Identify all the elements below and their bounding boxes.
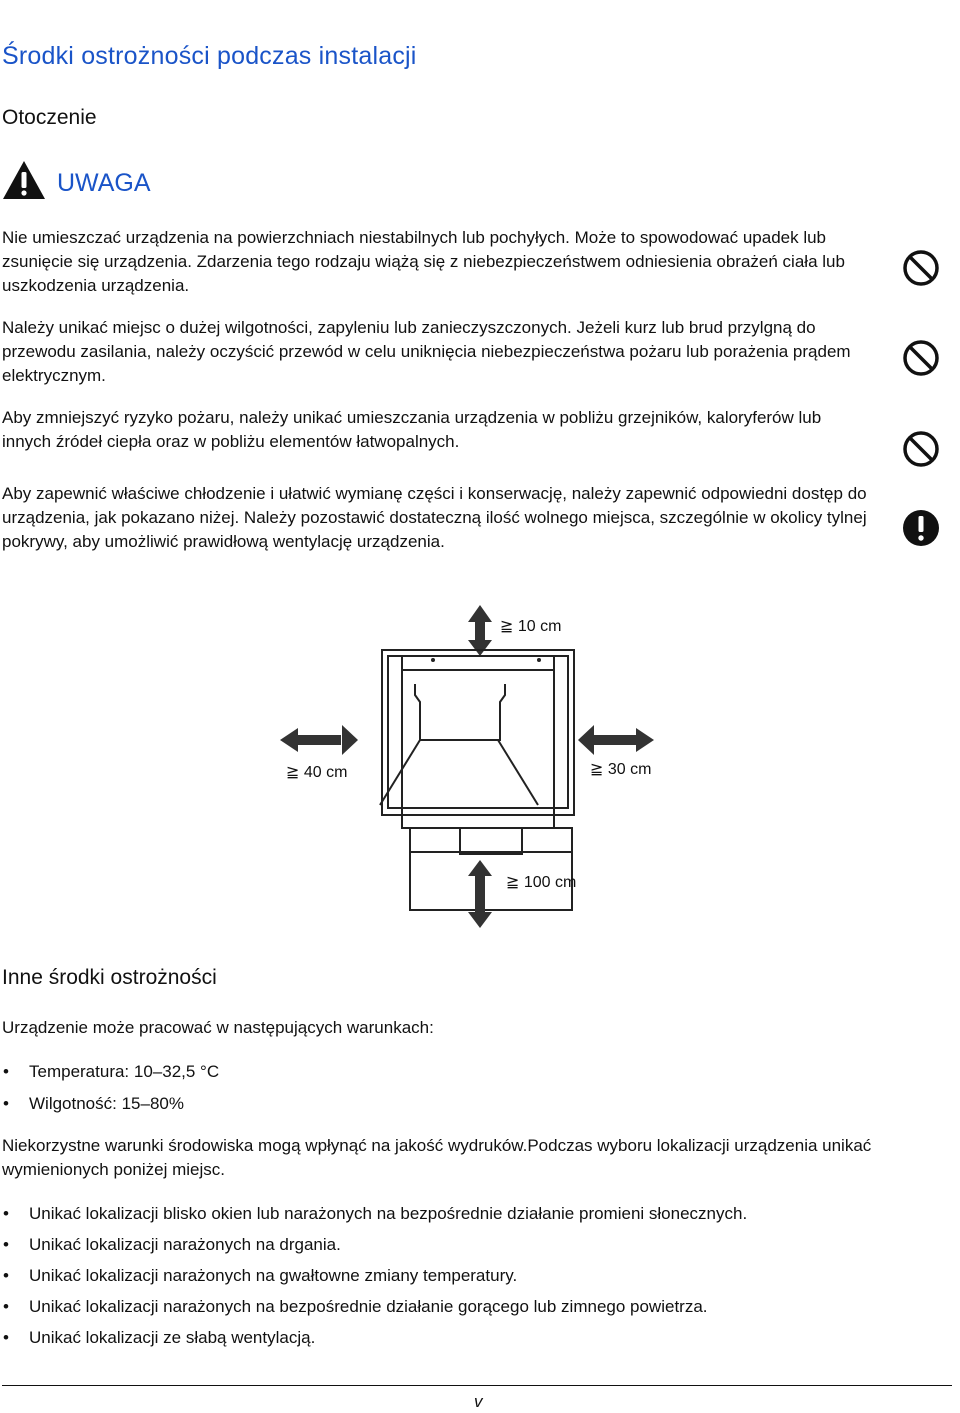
conditions-list (0, 1060, 950, 1116)
prohibition-icon (902, 339, 940, 377)
arrow-up-icon (468, 605, 492, 656)
list-item: • Unikać lokalizacji narażonych na bezpośrednie działanie gorącego lub zimnego powietrza. (0, 1295, 950, 1319)
warning-paragraph-clearance: Aby zapewnić właściwe chłodzenie i ułatwić wymianę części i konserwację, należy zapewnić odpowiedni dostęp do urządzenia, jak pokazano niżej. Należy pozostawić dostateczną ilość wolnego miejsca, szczególnie w okolicy tylnej pokrywy, aby umożliwić prawidłową wentylację urządzenia. (2, 484, 867, 551)
prohibition-icon (902, 430, 940, 468)
warning-paragraph-humidity: Należy unikać miejsc o dużej wilgotności, zapyleniu lub zanieczyszczonych. Jeżeli kurz lub brud przylgną do przewodu zasilania, należy oczyścić przewód w celu uniknięcia niebezpieczeństwa pożaru lub porażenia prądem elektrycznym. (2, 318, 851, 385)
avoid-list (0, 1202, 950, 1350)
list-item: • Temperatura: 10–32,5 °C (0, 1060, 950, 1084)
warning-paragraph-stability: Nie umieszczać urządzenia na powierzchniach niestabilnych lub pochyłych. Może to spowodować upadek lub zsunięcie się urządzenia. Zdarzenia tego rodzaju wiążą się z niebezpieczeństwem odniesienia obrażeń ciała lub uszkodzenia urządzenia. (2, 228, 845, 295)
section-heading-other-precautions: Inne środki ostrożności (2, 966, 217, 989)
clearance-bottom-label: ≧ 100 cm (506, 874, 577, 891)
list-item: • Unikać lokalizacji blisko okien lub narażonych na bezpośrednie działanie promieni słonecznych. (0, 1202, 950, 1226)
list-item: • Unikać lokalizacji narażonych na drgania. (0, 1233, 950, 1257)
list-item: • Unikać lokalizacji ze słabą wentylacją. (0, 1326, 950, 1350)
clearance-right-label: ≧ 30 cm (590, 761, 652, 778)
arrow-right-icon (578, 725, 654, 755)
footer-rule (2, 1385, 952, 1386)
warning-label: UWAGA (57, 169, 151, 197)
list-item: • Wilgotność: 15–80% (0, 1092, 950, 1116)
prohibition-icon (902, 249, 940, 287)
clearance-top-label: ≧ 10 cm (500, 618, 562, 635)
arrow-down-icon (468, 860, 492, 928)
page-title: Środki ostrożności podczas instalacji (2, 42, 417, 70)
warning-triangle-icon (2, 160, 46, 200)
section-heading-environment: Otoczenie (2, 106, 97, 129)
mandatory-icon (902, 509, 940, 547)
clearance-left-label: ≧ 40 cm (286, 764, 348, 781)
page-number: v (474, 1392, 483, 1411)
conditions-intro: Urządzenie może pracować w następujących warunkach: (2, 1018, 434, 1037)
warning-paragraph-heat: Aby zmniejszyć ryzyko pożaru, należy unikać umieszczania urządzenia w pobliżu grzejników, kaloryferów lub innych źródeł ciepła oraz w pobliżu elementów łatwopalnych. (2, 408, 822, 451)
arrow-left-icon (280, 725, 358, 755)
list-item: • Unikać lokalizacji narażonych na gwałtowne zmiany temperatury. (0, 1264, 950, 1288)
environment-note: Niekorzystne warunki środowiska mogą wpłynąć na jakość wydruków.Podczas wyboru lokalizacji urządzenia unikać wymienionych poniżej miejsc. (2, 1136, 872, 1179)
